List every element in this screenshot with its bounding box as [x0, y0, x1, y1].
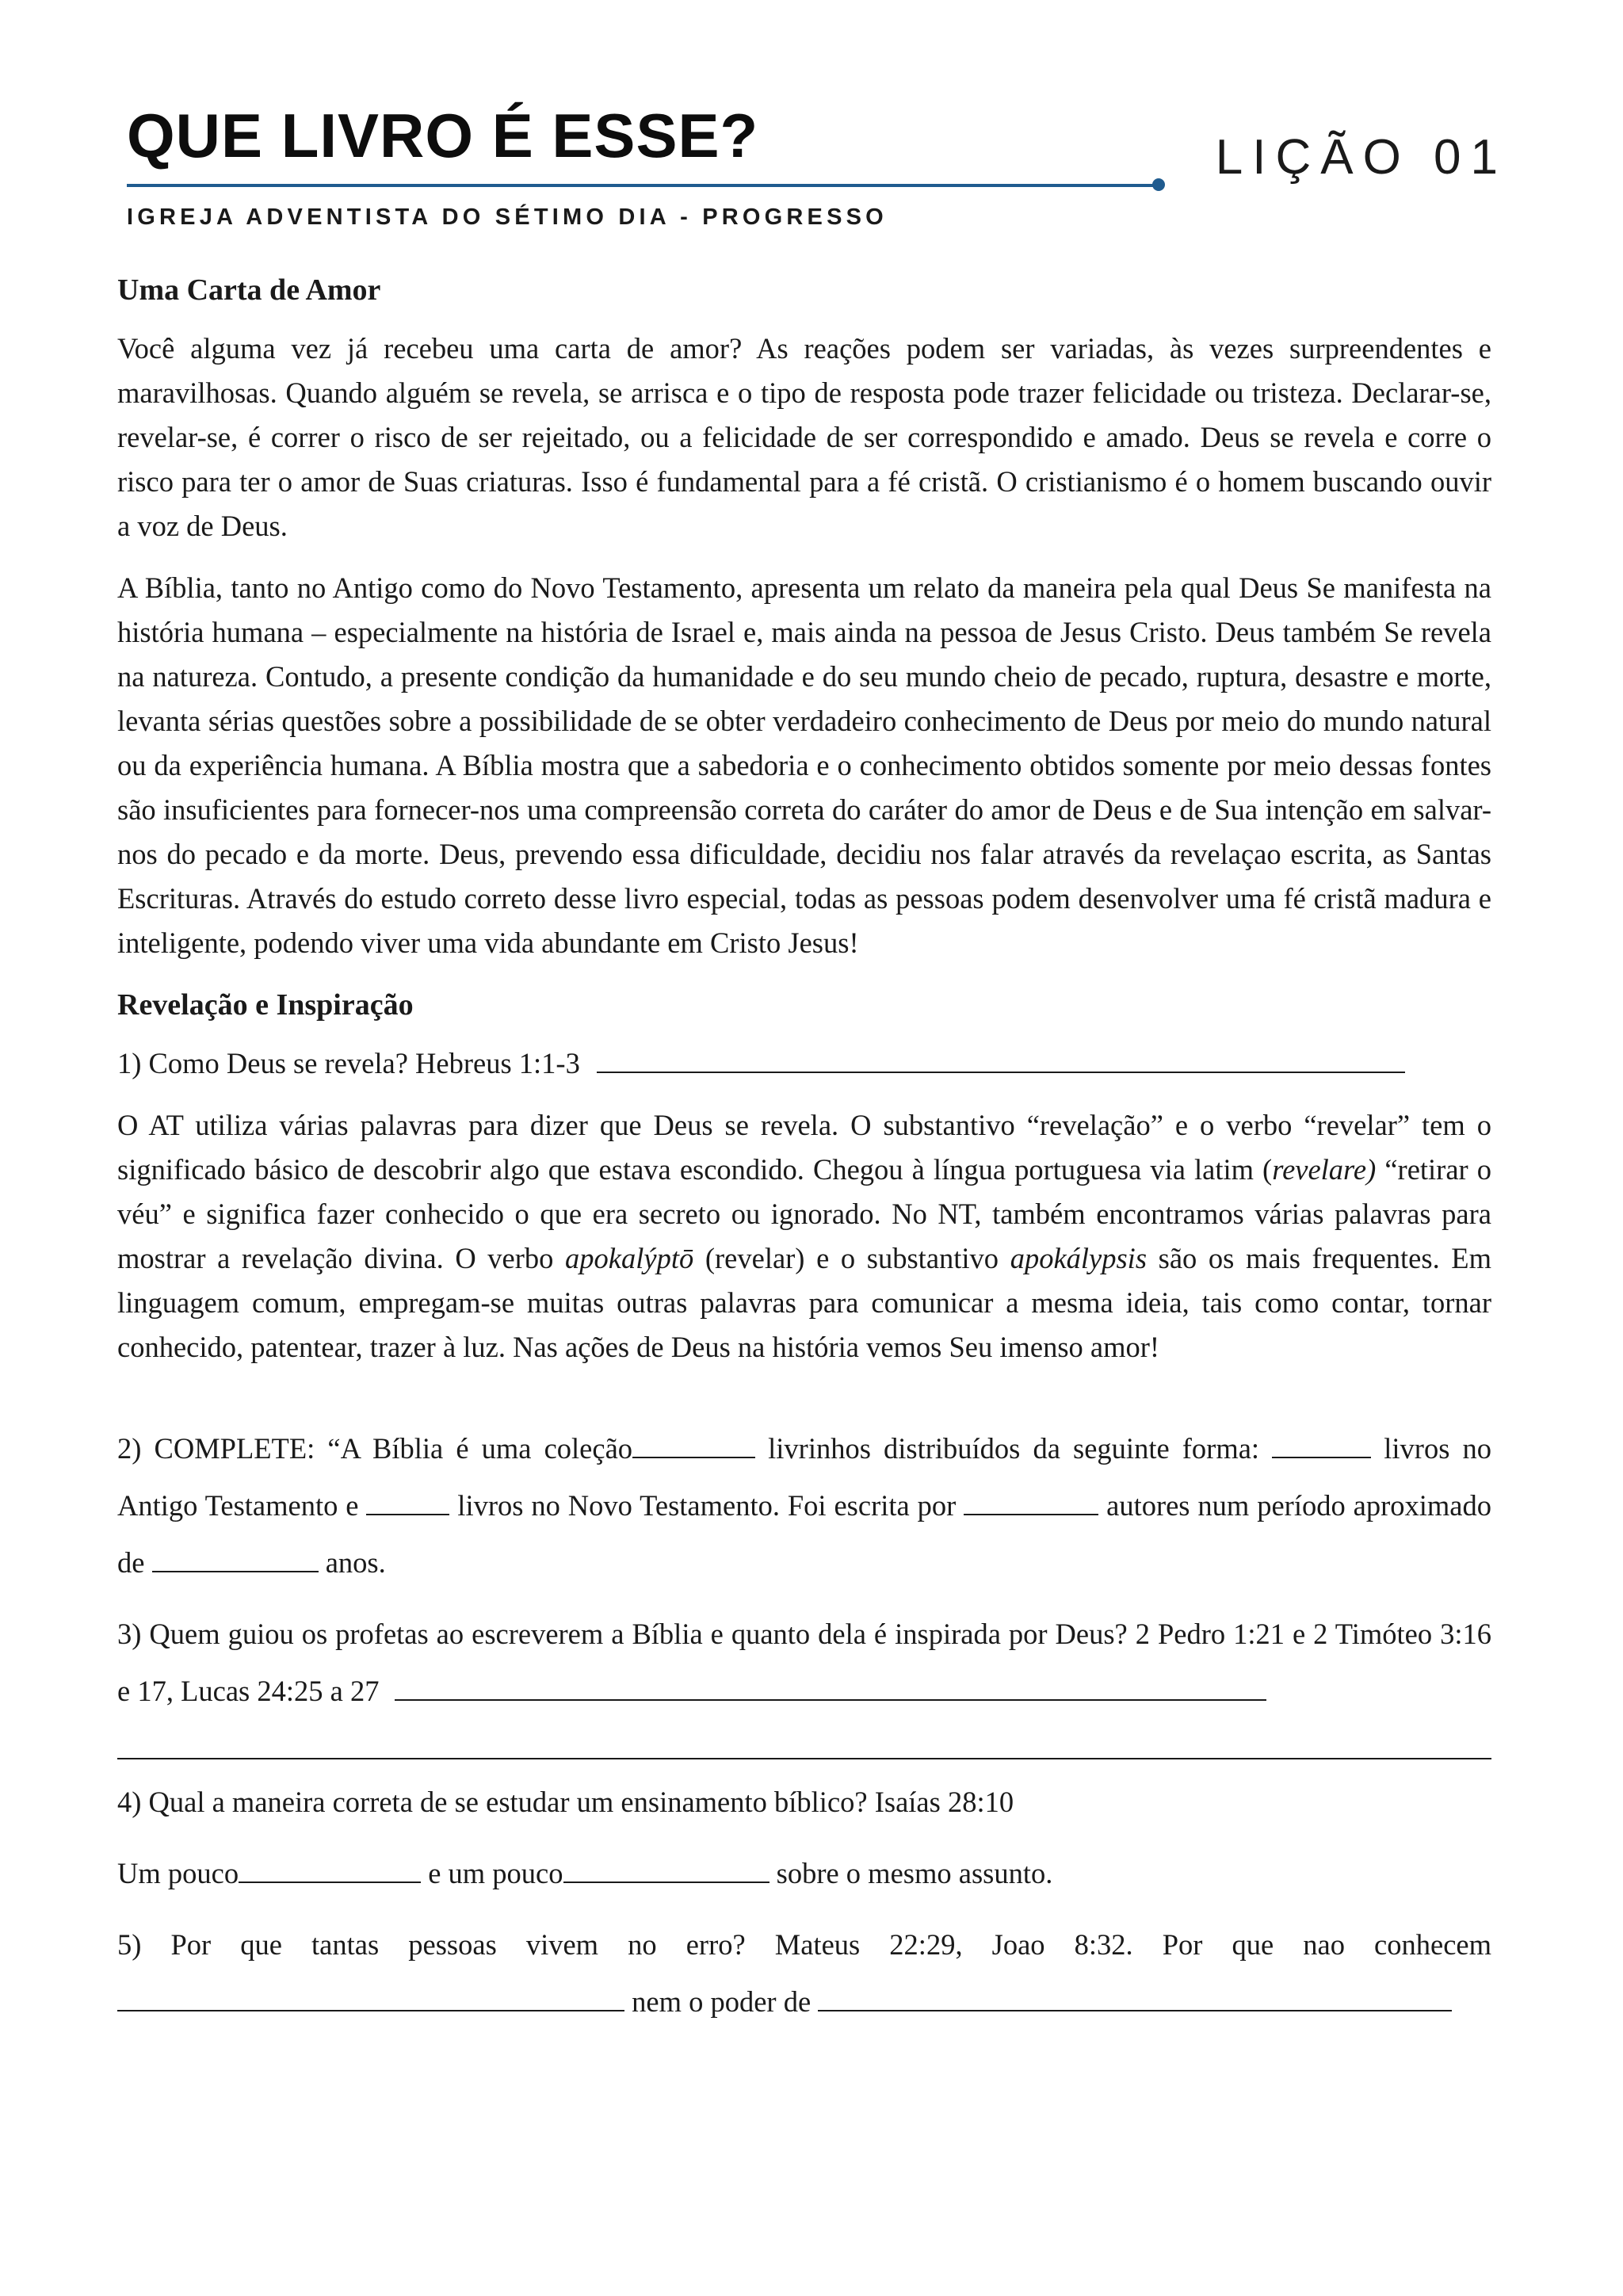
answer-blank-3a[interactable] [395, 1675, 1266, 1701]
question-2-text-f: anos. [318, 1546, 386, 1579]
document-body [117, 268, 1491, 2030]
section-heading-revelacao: Revelação e Inspiração [117, 988, 414, 1022]
revelacao-text-b: “retirar o véu” e significa fazer conhecido o que era secreto ou ignorado. No NT, também encontramos várias palavras para mostrar a revelação divina. O verbo [117, 1153, 1491, 1274]
question-5-text: 5) Por que tantas pessoas vivem no erro? Mateus 22:29, Joao 8:32. Por que nao conhecem [117, 1928, 1491, 1961]
answer-blank-4a[interactable] [239, 1858, 421, 1883]
question-3 [117, 1606, 1491, 1720]
revelacao-text-c: (revelar) e o substantivo [693, 1242, 1010, 1274]
revelacao-term-apokalypto: apokalýptō [565, 1242, 694, 1274]
title-underline [127, 184, 1157, 187]
question-2-text-e: autores num período aproximado de [117, 1489, 1491, 1579]
answer-blank-5b[interactable] [818, 1986, 1452, 2011]
question-1-text: 1) Como Deus se revela? Hebreus 1:1-3 [117, 1047, 580, 1079]
revelacao-text-a: O AT utiliza várias palavras para dizer que Deus se revela. O substantivo “revelação” e o verbo “revelar” tem o significado básico de descobrir algo que estava escondido. Chegou à língua portuguesa via latim ( [117, 1109, 1491, 1186]
answer-blank-2c[interactable] [366, 1490, 449, 1515]
answer-blank-2e[interactable] [152, 1547, 319, 1572]
answer-blank-2a[interactable] [632, 1433, 755, 1458]
question-2 [117, 1420, 1491, 1591]
revelacao-text-d: são os mais frequentes. Em linguagem comum, empregam-se muitas outras palavras para comunicar a mesma ideia, tais como contar, tornar conhecido, patentear, trazer à luz. Nas ações de Deus na história vemos Seu imenso amor! [117, 1242, 1491, 1363]
answer-blank-5a[interactable] [117, 1986, 624, 2011]
lesson-number: LIÇÃO 01 [1215, 130, 1507, 185]
revelacao-term-revelare: revelare) [1272, 1153, 1377, 1186]
page-header [127, 95, 1522, 238]
question-2-text-c: livros no Antigo Testamento e [117, 1432, 1492, 1522]
question-4-answer-line [117, 1845, 1491, 1902]
paragraph-revelacao [117, 1103, 1491, 1370]
page-title: QUE LIVRO É ESSE? [127, 101, 759, 170]
question-4: 4) Qual a maneira correta de se estudar um ensinamento bíblico? Isaías 28:10 [117, 1786, 1014, 1818]
answer-blank-4b[interactable] [563, 1858, 769, 1883]
section-heading-carta: Uma Carta de Amor [117, 273, 381, 307]
church-name: IGREJA ADVENTISTA DO SÉTIMO DIA - PROGRESSO [127, 204, 888, 230]
question-5-text-mid: nem o poder de [632, 1985, 812, 2018]
paragraph-carta-de-amor: Você alguma vez já recebeu uma carta de amor? As reações podem ser variadas, às vezes surpreendentes e maravilhosas. Quando alguém se revela, se arrisca e o tipo de resposta pode trazer felicidade ou tristeza. Declarar-se, revelar-se, é correr o risco de ser rejeitado, ou a felicidade de ser correspondido e amado. Deus se revela e corre o risco para ter o amor de Suas criaturas. Isso é fundamental para a fé cristã. O cristianismo é o homem buscando ouvir a voz de Deus. [117, 332, 1491, 542]
title-underline-dot [1152, 178, 1165, 191]
answer-blank-2b[interactable] [1272, 1433, 1371, 1458]
question-1 [117, 1041, 1491, 1086]
question-2-text-d: livros no Novo Testamento. Foi escrita por [449, 1489, 964, 1522]
revelacao-term-apokalypsis: apokálypsis [1010, 1242, 1148, 1274]
question-3-text: 3) Quem guiou os profetas ao escreverem a Bíblia e quanto dela é inspirada por Deus? 2 Pedro 1:21 e 2 Timóteo 3:16 e 17, Lucas 24:25 a 27 [117, 1618, 1491, 1707]
question-4-text-a: Um pouco [117, 1857, 239, 1889]
question-4-text-b: e um pouco [421, 1857, 563, 1889]
question-5 [117, 1916, 1491, 2030]
answer-blank-1[interactable] [597, 1048, 1405, 1073]
question-2-text-b: livrinhos distribuídos da seguinte forma: [755, 1432, 1273, 1465]
paragraph-biblia: A Bíblia, tanto no Antigo como do Novo Testamento, apresenta um relato da maneira pela qual Deus Se manifesta na história humana – especialmente na história de Israel e, mais ainda na pessoa de Jesus Cristo. Deus também Se revela na natureza. Contudo, a presente condição da humanidade e do seu mundo cheio de pecado, ruptura, desastre e morte, levanta sérias questões sobre a possibilidade de se obter verdadeiro conhecimento de Deus por meio do mundo natural ou da experiência humana. A Bíblia mostra que a sabedoria e o conhecimento obtidos somente por meio dessas fontes são insuficientes para fornecer-nos uma compreensão correta do caráter do amor de Deus e de Sua intenção em salvar-nos do pecado e da morte. Deus, prevendo essa dificuldade, decidiu nos falar através da revelaçao escrita, as Santas Escrituras. Através do estudo correto desse livro especial, todas as pessoas podem desenvolver uma fé cristã madura e inteligente, podendo viver uma vida abundante em Cristo Jesus! [117, 571, 1491, 959]
answer-blank-2d[interactable] [964, 1490, 1098, 1515]
question-4-text-c: sobre o mesmo assunto. [769, 1857, 1053, 1889]
question-2-text-a: 2) COMPLETE: “A Bíblia é uma coleção [117, 1432, 633, 1465]
